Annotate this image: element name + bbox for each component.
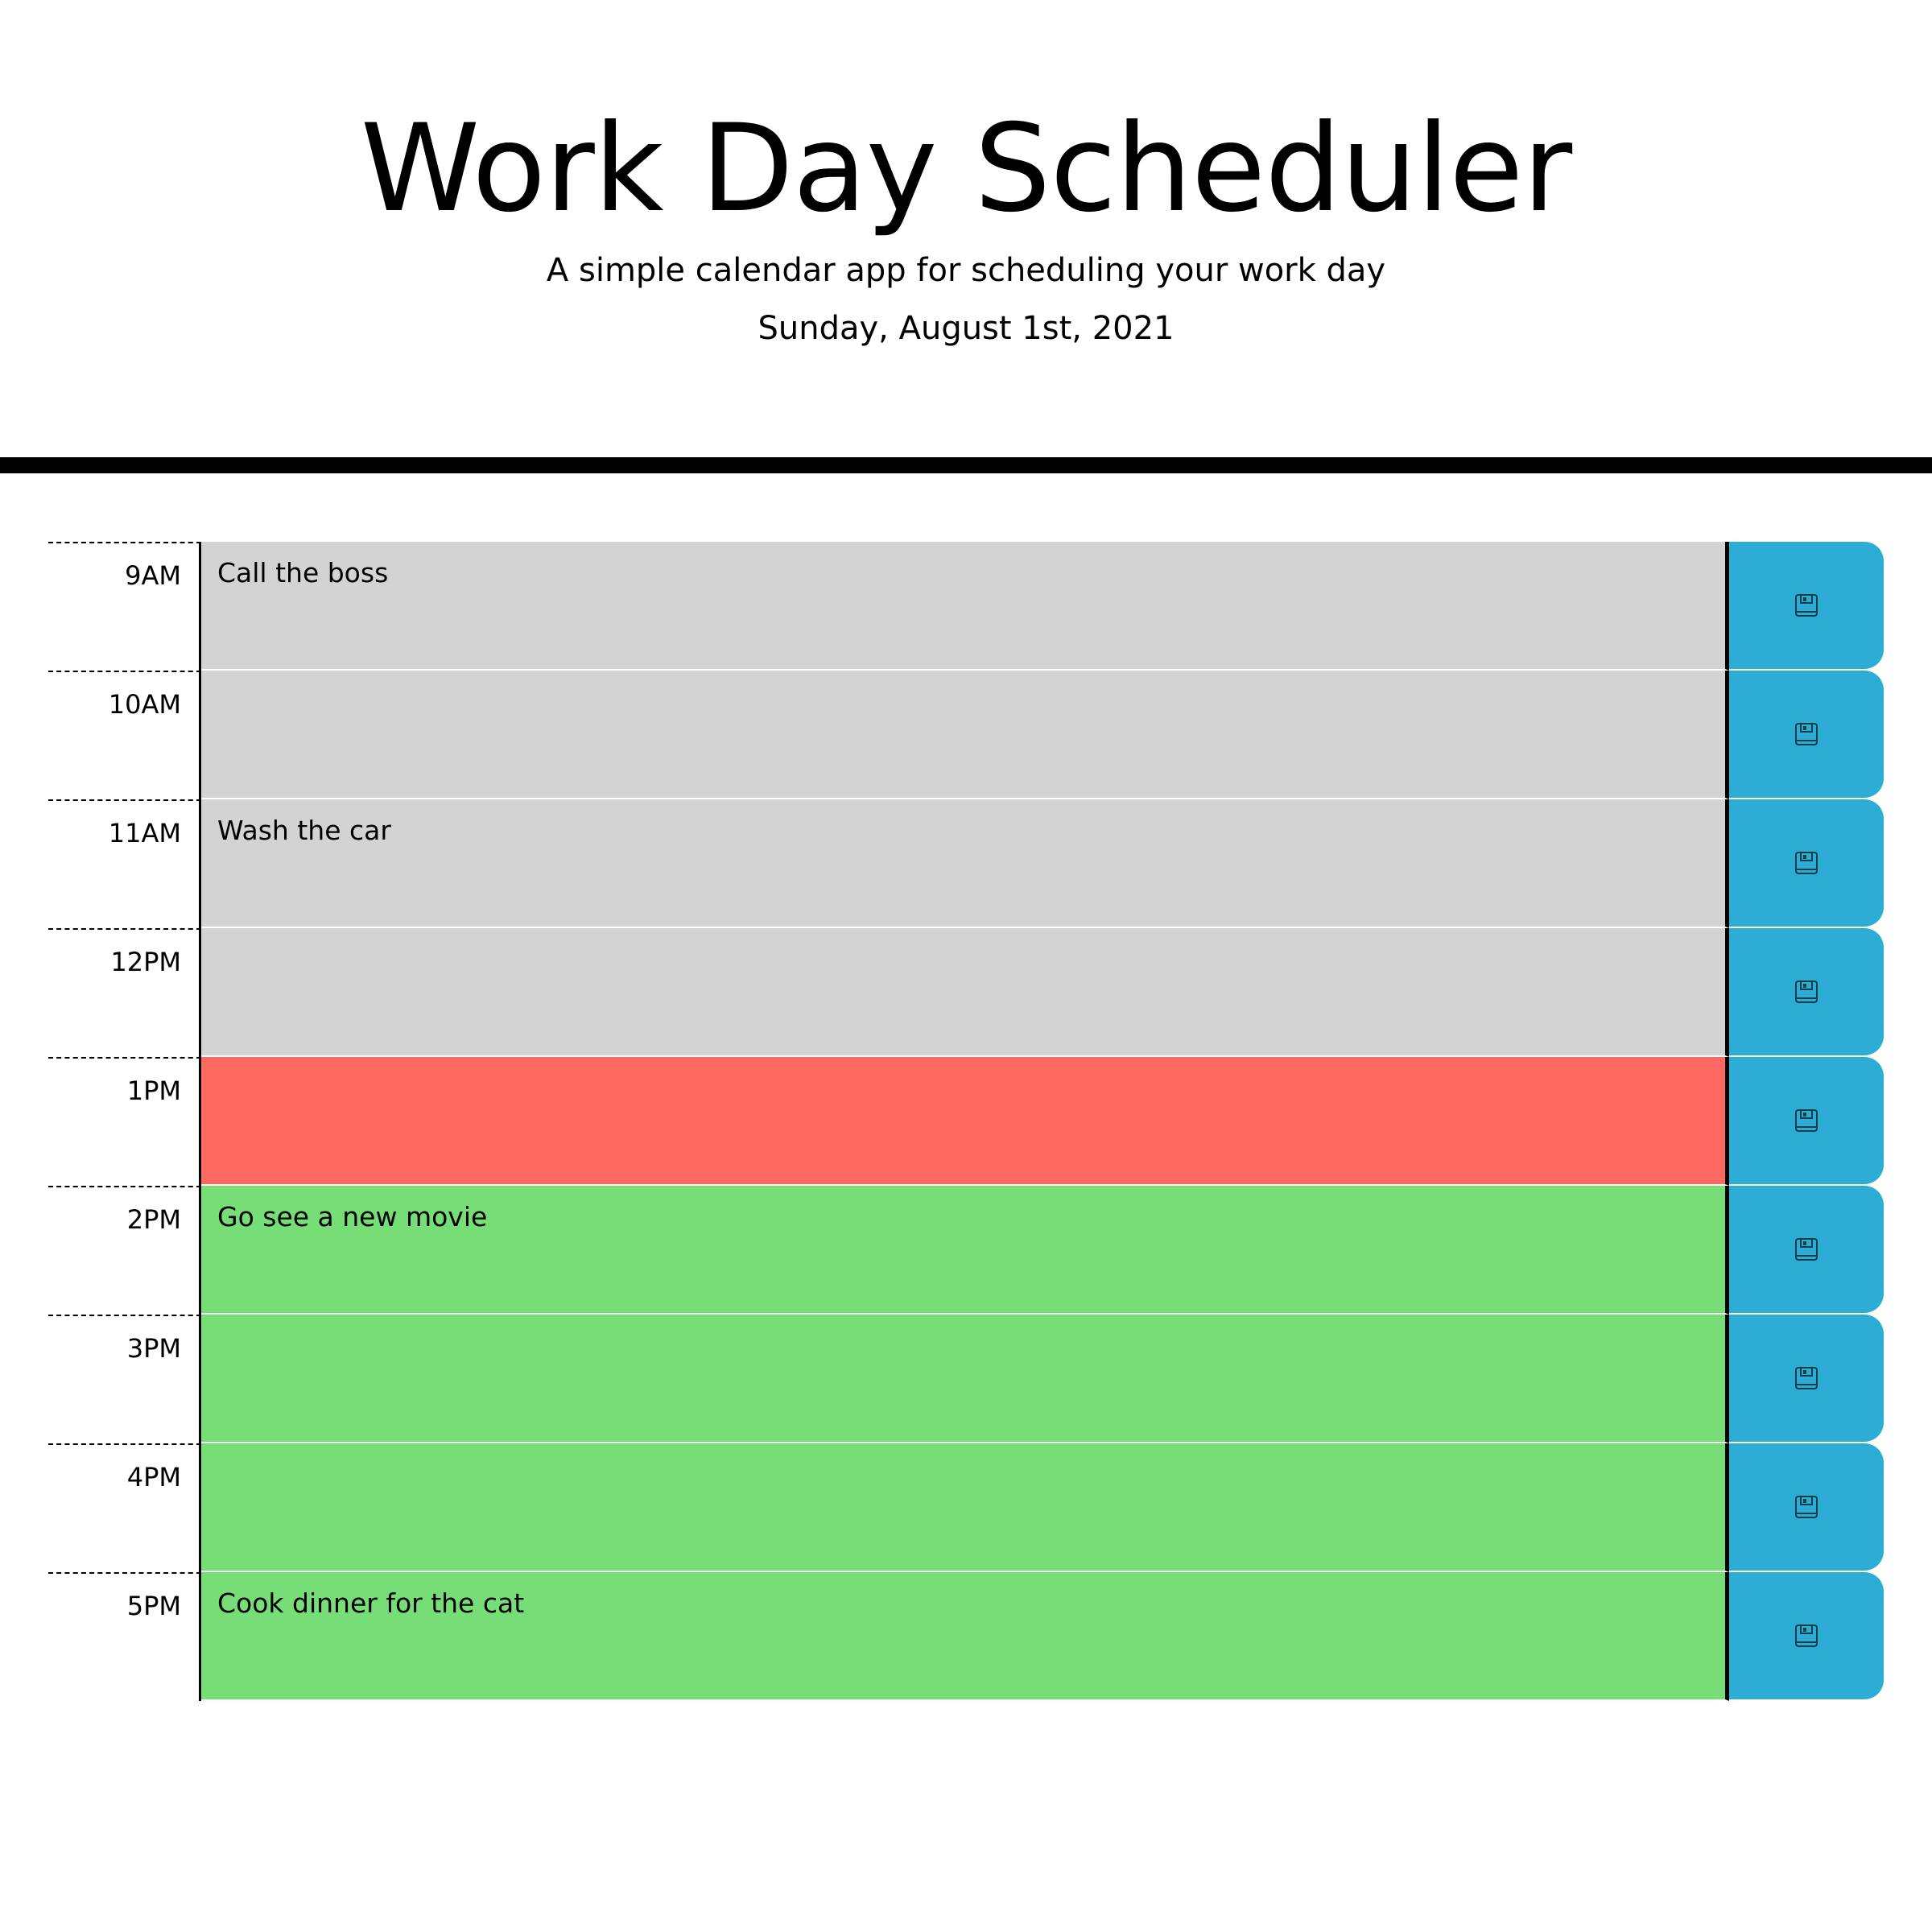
time-block (48, 671, 1884, 799)
floppy-disk-icon (1794, 979, 1819, 1005)
save-button[interactable] (1729, 928, 1884, 1055)
save-button[interactable] (1729, 1572, 1884, 1699)
event-textarea[interactable] (201, 928, 1729, 1057)
floppy-disk-icon (1794, 1365, 1819, 1391)
hour-label: 3PM (48, 1315, 201, 1443)
hour-label: 10AM (48, 671, 201, 799)
event-textarea[interactable] (201, 1443, 1729, 1572)
hour-label: 9AM (48, 542, 201, 671)
save-button[interactable] (1729, 671, 1884, 798)
time-block (48, 928, 1884, 1057)
page-subtitle: A simple calendar app for scheduling your work day (546, 252, 1386, 289)
hour-label: 4PM (48, 1443, 201, 1572)
time-block (48, 542, 1884, 671)
event-textarea[interactable] (201, 671, 1729, 799)
hour-label: 11AM (48, 799, 201, 928)
time-block (48, 1057, 1884, 1186)
floppy-disk-icon (1794, 1108, 1819, 1133)
hour-label: 1PM (48, 1057, 201, 1186)
current-day: Sunday, August 1st, 2021 (758, 310, 1174, 347)
page-title: Work Day Scheduler (360, 99, 1572, 239)
time-block (48, 799, 1884, 928)
time-block (48, 1186, 1884, 1315)
event-textarea[interactable] (201, 542, 1729, 671)
header (0, 0, 1932, 473)
time-block (48, 1572, 1884, 1701)
event-textarea[interactable] (201, 799, 1729, 928)
save-button[interactable] (1729, 1443, 1884, 1571)
floppy-disk-icon (1794, 721, 1819, 747)
event-textarea[interactable] (201, 1057, 1729, 1186)
save-button[interactable] (1729, 1057, 1884, 1184)
save-button[interactable] (1729, 542, 1884, 669)
event-textarea[interactable] (201, 1186, 1729, 1315)
hour-label: 5PM (48, 1572, 201, 1701)
floppy-disk-icon (1794, 1494, 1819, 1520)
event-textarea[interactable] (201, 1315, 1729, 1443)
floppy-disk-icon (1794, 1623, 1819, 1649)
save-button[interactable] (1729, 1186, 1884, 1313)
save-button[interactable] (1729, 1315, 1884, 1442)
save-button[interactable] (1729, 799, 1884, 927)
floppy-disk-icon (1794, 1236, 1819, 1262)
time-block (48, 1315, 1884, 1443)
floppy-disk-icon (1794, 592, 1819, 618)
hour-label: 12PM (48, 928, 201, 1057)
schedule-container (48, 542, 1884, 1701)
hour-label: 2PM (48, 1186, 201, 1315)
time-block (48, 1443, 1884, 1572)
floppy-disk-icon (1794, 850, 1819, 876)
event-textarea[interactable] (201, 1572, 1729, 1701)
